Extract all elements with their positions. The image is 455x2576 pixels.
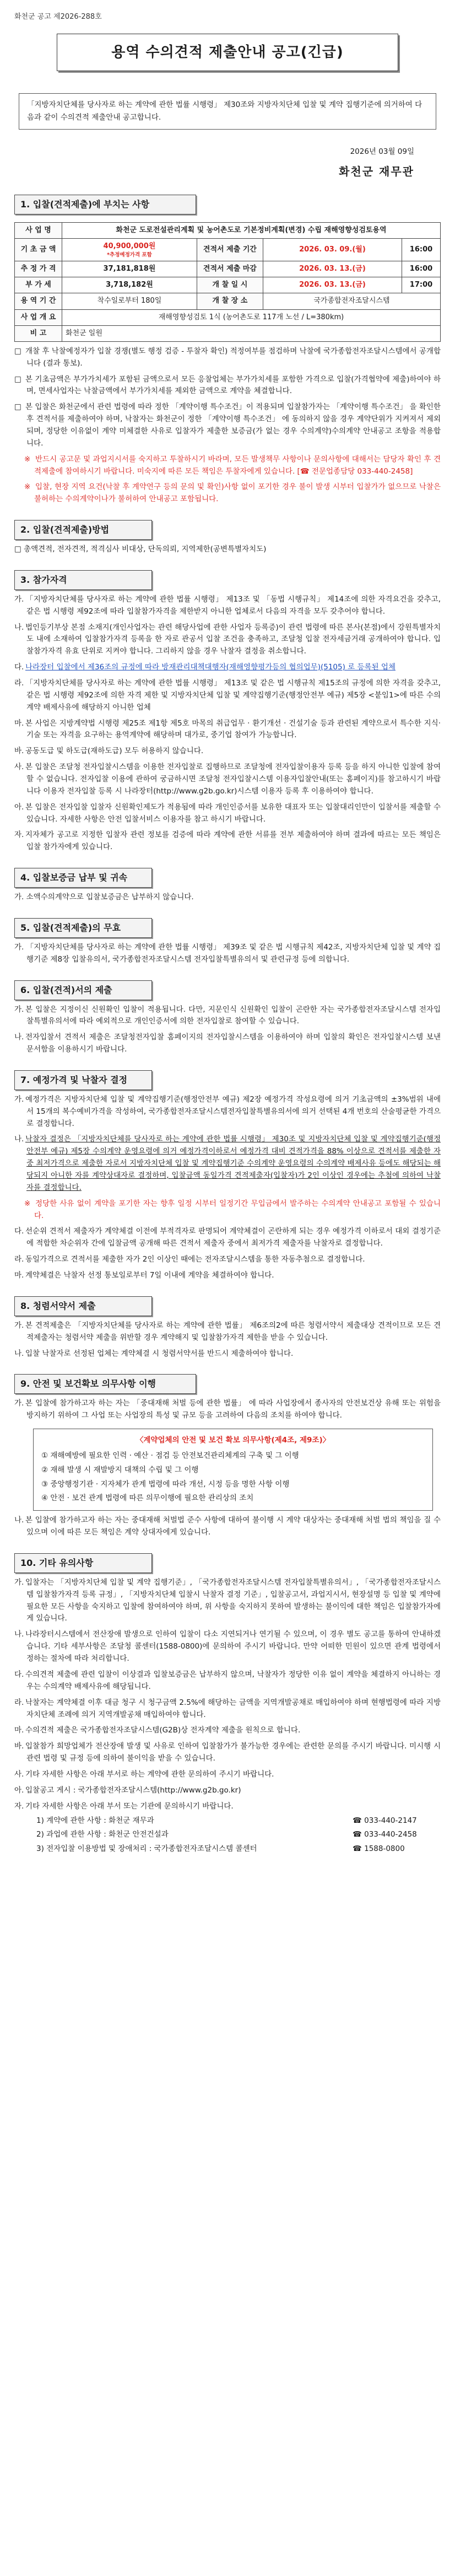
list-item: 가. 본 입찰은 지정이신 신원확인 입찰이 적용됩니다. 다만, 지문인식 신원확인 입찰이 곤란한 자는 국가종합전자조달시스템 전자입찰특별유의서에 따라 예외적으로 개인인증서에 의한 전자입찰로 참여할 수 있습니다. xyxy=(14,1005,441,1026)
list-item: 아. 입찰공고 게시 : 국가종합전자조달시스템(http://www.g2b.go.kr) xyxy=(14,1785,241,1795)
contact-phone: ☎ 1588-0800 xyxy=(353,1844,405,1854)
list-item: 가. 「지방자치단체를 당사자로 하는 계약에 관한 법률 시행령」 제39조 및 같은 법 시행규칙 제42조, 지방자치단체 입찰 및 계약 집행기준 제8장 입찰유의서, 국가종합전자조달시스템 전자입찰특별유의서 및 관련규정 등에 의합니다. xyxy=(14,942,441,964)
contact-department: 3) 전자입찰 이용방법 및 장애처리 : 국가종합전자조달시스템 콜센터 xyxy=(36,1844,257,1854)
label-submit-period: 견적서 제출 기간 xyxy=(197,239,263,261)
list-item: 마. 수의견적 제출은 국가종합전자조달시스템(G2B)상 전자계약 제출을 원칙으로 합니다. xyxy=(14,1726,301,1735)
warning-note: ※ 반드시 공고문 및 과업지시서를 숙지하고 투찰하시기 바라며, 모든 발생책무 사항이나 문의사항에 대해서는 담당자 확인 후 견적제출에 참여하시기 바랍니다. 미숙지에 따른 모든 책임은 투찰자에게 있습니다. [☎ 전문업종담당 033-440-2458] xyxy=(24,454,441,476)
list-item: 가. 본 견적제출은 「지방자치단체를 당사자로 하는 계약에 관한 법률」 제6조의2에 따른 청렴서약서 제출대상 견적이므로 모든 견적제출자는 청렴서약 제출을 위반할 경우 계약해지 및 입찰참가자격 제한을 받을 수 있습니다. xyxy=(14,1321,441,1342)
deadline-date: 2026. 03. 13.(금) xyxy=(263,261,402,277)
label-opening-time: 개 찰 일 시 xyxy=(197,277,263,293)
table-row xyxy=(15,277,441,293)
notice-title: 용역 수의견적 제출안내 공고(긴급) xyxy=(57,34,398,71)
label-overview: 사 업 개 요 xyxy=(15,309,62,325)
list-item: 가. 입찰자는 「지방자치단체 입찰 및 계약 집행기준」, 「국가종합전자조달시스템 전자입찰특별유의서」, 「국가종합전자조달시스템 입찰참가자격 등록 규정」, 「지방자치단체 입찰시 낙찰자 결정 기준」, 입찰공고서, 과업지시서, 현장설명 등 입찰 및 계약에 필요한 모든 사항을 숙지하고 입찰에 참여하여야 하며, 위 사항을 숙지하지 못하여 발생하는 불이익에 대한 책임은 입찰참가자에게 있습니다. xyxy=(14,1577,441,1623)
list-item: 나. 전자입찰서 견적서 제출은 조달청전자입찰 홈페이지의 전자입찰시스템을 이용하여야 하며 입찰의 확인은 전자입찰시스템 보낸 문서함을 이용하시기 바랍니다. xyxy=(14,1033,441,1054)
section-2-heading: 2. 입찰(견적제출)방법 xyxy=(14,520,152,540)
signature-block xyxy=(14,146,441,180)
base-amount-cell xyxy=(62,239,197,261)
deadline-time: 16:00 xyxy=(402,261,441,277)
opening-time: 17:00 xyxy=(402,277,441,293)
list-item: 나. 낙찰자 결정은 「지방자치단체를 당사자로 하는 계약에 관한 법률 시행령」 제30조 및 지방자치단체 입찰 및 계약집행기준(행정안전부 예규) 제5장 수의계약 운영요령에 의거 예정가격이하로서 예정가격 대비 견적가격을 88% 이상으로 견적서를 제출한 자 중 최저가격으로 제출한 자로서 지방자치단체 입찰 및 계약집행기준 수의계약 운영요령의 수의계약 배제사유 등에도 해당되는 해당되지 아니한 자를 계약상대자로 결정하며, 입찰금액 동일가격 견적제출자(입찰자)가 2인 이상인 경우에는 추첨에 의하여 낙찰자를 결정합니다. xyxy=(14,1135,441,1192)
table-row xyxy=(15,309,441,325)
list-item: 가. 소액수의계약으로 입찰보증금은 납부하지 않습니다. xyxy=(14,893,194,902)
list-item: 다. 나라장터 입찰에서 제36조의 규정에 따라 방재관리대책대행자(재해영향평가등의 협의업무)(5105) 로 등록된 업체 xyxy=(14,663,396,672)
label-base-amount: 기 초 금 액 xyxy=(15,239,62,261)
contact-row xyxy=(14,1829,441,1841)
base-amount: 40,900,000원 xyxy=(103,242,156,251)
list-item: 가. 본 입찰에 참가하고자 하는 자는 「중대재해 처벌 등에 관한 법률」 에 따라 사업장에서 종사자의 안전보건상 유해 또는 위험을 방지하기 위하여 그 사업 또는 사업장의 특성 및 규모 등을 고려하여 다음의 조치를 하여야 합니다. xyxy=(14,1399,441,1420)
list-item: 라. 「지방자치단체를 당사자로 하는 계약에 관한 법률 시행령」 제13조 및 같은 법 시행규칙 제15조의 규정에 의한 자격을 갖추고, 같은 법 시행령 제92조에 의한 자격 제한 및 지방자치단체 입찰 및 계약집행기준(행정안전부 예규) 제5장 <붙임1>에 따른 수의계약 배제사유에 해당하지 아니한 업체 xyxy=(14,679,441,712)
bid-info-table xyxy=(14,222,441,342)
list-item: 마. 본 사업은 지방계약법 시행령 제25조 제1항 제5호 마목의 취급업무 · 환기개선 · 건설기술 등과 관련된 계약으로서 특수한 지식·기술 또는 자격을 요구하는 용역계약에 해당하며 대가로, 중기업 참여가 가능합니다. xyxy=(14,718,441,740)
list-item: 나. 입찰 낙찰자로 선정된 업체는 계약체결 시 청렴서약서를 반드시 제출하여야 합니다. xyxy=(14,1349,294,1358)
label-project: 사 업 명 xyxy=(15,223,62,239)
contact-phone: ☎ 033-440-2147 xyxy=(353,1816,417,1825)
label-vat: 부 가 세 xyxy=(15,277,62,293)
list-item: 나. 법인등기부상 본점 소재지(개인사업자는 관련 해당사업에 관한 사업자 등록증)이 관련 법령에 따른 본사(본점)에서 강원특별자치도 내에 소재하여 입찰참가자격 등록을 한 자로 관공서 입찰 조건을 충족하고, 조달청 입찰 전자세금거래 공개하여야 합니다. 입찰참가자격 유효 단위로 지켜야 합니다. 그리하지 않을 경우 낙찰자 결정을 취소합니다. xyxy=(14,622,441,656)
warning-note: ※ 정당한 사유 없이 계약을 포기한 자는 향후 일정 시부터 일정기간 무입금에서 발주하는 수의계약 안내공고 포함될 수 있습니다. xyxy=(24,1199,441,1220)
contact-row xyxy=(14,1843,441,1855)
list-item: 다. 수의견적 제출에 관련 입찰이 이상결과 입찰보증금은 납부하지 않으며, 낙찰자가 정당한 이유 없이 계약을 체결하지 아니하는 경우는 수의계약 배제사유에 해당됩니다. xyxy=(14,1670,441,1691)
section-7-heading: 7. 예정가격 및 낙찰자 결정 xyxy=(14,1070,152,1090)
list-item: 사. 기타 자세한 사항은 아래 부서로 하는 계약에 관한 문의하여 주시기 바랍니다. xyxy=(14,1769,274,1779)
list-item: □ 개찰 후 낙찰예정자가 입찰 경쟁(별도 행정 검증 - 투찰자 확인) 적정여부를 점검하며 낙찰에 국가종합전자조달시스템에서 공개합니다 (결과 통보). xyxy=(14,346,441,368)
list-item: ④ 안전 · 보건 관계 법령에 따른 의무이행에 필요한 관리상의 조치 xyxy=(41,1494,254,1503)
section-1-heading: 1. 입찰(견적제출)에 부치는 사항 xyxy=(14,195,196,214)
table-row xyxy=(15,293,441,309)
table-row xyxy=(15,261,441,277)
safety-box-title: 〈계약업체의 안전 및 보건 확보 의무사항(제4조, 제9조)〉 xyxy=(136,1435,331,1445)
list-item: ① 재해예방에 필요한 인력 · 예산 · 점검 등 안전보건관리체계의 구축 및 그 이행 xyxy=(41,1451,299,1460)
submit-start-time: 16:00 xyxy=(402,239,441,261)
other-note: 화천군 일원 xyxy=(62,325,441,341)
service-period: 착수일로부터 180일 xyxy=(62,293,197,309)
list-item: □ 본 기초금액은 부가가치세가 포함된 금액으로서 모든 응찰업체는 부가가치세를 포함한 가격으로 입찰(가격협약에 제출)하여야 하며, 면세사업자는 낙찰금액에서 부가가치세를 제외한 금액으로 계약을 체결합니다. xyxy=(14,374,441,396)
section-8-heading: 8. 청렴서약서 제출 xyxy=(14,1296,152,1316)
label-service-period: 용 역 기 간 xyxy=(15,293,62,309)
opening-date: 2026. 03. 13.(금) xyxy=(263,277,402,293)
list-item: □ 총액견적, 전자견적, 적격심사 비대상, 단독의뢰, 지역제한(공변특별자치도) xyxy=(14,545,267,554)
intro-box: 「지방자치단체를 당사자로 하는 계약에 관한 법률 시행령」 제30조와 지방자치단체 입찰 및 계약 집행기준에 의거하여 다음과 같이 수의견적 제출안내 공고합니다. xyxy=(19,93,436,130)
vat-amount: 3,718,182원 xyxy=(62,277,197,293)
section-5-heading: 5. 입찰(견적제출)의 무효 xyxy=(14,918,152,938)
label-submit-deadline: 견적서 제출 마감 xyxy=(197,261,263,277)
label-other: 비 고 xyxy=(15,325,62,341)
list-item: 라. 동일가격으로 견적서를 제출한 자가 2인 이상인 때에는 전자조달시스템을 통한 자동추첨으로 결정합니다. xyxy=(14,1255,365,1264)
contact-department: 2) 과업에 관한 사항 : 화천군 안전건설과 xyxy=(36,1830,169,1839)
list-item: 사. 본 입찰은 조달청 전자입찰시스템을 이용한 전자입찰로 집행하므로 조달청에 전자입찰이용자 등록 등을 하지 아니한 입찰에 참여 할 수 없습니다. 전자입찰 이용에 관하여 궁금하시면 조달청 전자입찰시스템 이용자입찰안내(또는 홈페이지)를 참고하시기 바랍니다 이용자 전자입찰 등록 시 나라장터(http://www.g2b.go.kr)시스템 이용자 등록 후 이용하여야 합니다. xyxy=(14,763,441,796)
table-row xyxy=(15,325,441,341)
list-item: 자. 기타 자세한 사항은 아래 부서 또는 기관에 문의하시기 바랍니다. xyxy=(14,1801,234,1811)
opening-place: 국가종합전자조달시스템 xyxy=(263,293,440,309)
base-amount-note: *추정예정가격 포함 xyxy=(107,251,152,258)
document-number: 화천군 공고 제2026-288호 xyxy=(14,13,102,21)
estimated-price: 37,181,818원 xyxy=(62,261,197,277)
list-item: □ 본 입찰은 화천군에서 관련 법령에 따라 정한 「계약이행 특수조건」이 적용되며 입찰참가자는 「계약이행 특수조건」 을 확인한 후 견적서를 제출하여야 하며, 낙찰자는 화천군이 정한 「계약이행 특수조건」 에 동의하지 않을 경우 계약단위가 지켜져서 제외되며, 정당한 이유없이 계약 미체결한 사유로 입찰자가 제출한 보증금(가 없는 경우 수의계약)수의계약 안내공고 조항을 적용합니다. xyxy=(14,402,441,448)
list-item: 바. 공동도급 및 하도급(재하도급) 모두 허용하지 않습니다. xyxy=(14,747,204,756)
table-row xyxy=(15,239,441,261)
table-row xyxy=(15,223,441,239)
list-item: 라. 낙찰자는 계약체결 이후 대금 청구 시 청구금액 2.5%에 해당하는 금액을 지역개발공채로 매입하여야 하며 현행법령에 따라 지방자치단체 조례에 의거 지역개발공채 매입하여야 합니다. xyxy=(14,1698,441,1719)
list-item: 나. 나라장터시스템에서 전산장애 발생으로 인하여 입찰이 다소 지연되거나 연기될 수 있으며, 이 경우 별도 공고를 통하여 안내하겠습니다. 기타 세부사항은 조달청 콜센터(1588-0800)에 문의하여 주시기 바랍니다. 만약 어떠한 민원이 있으면 관계 법령에서 정하는 절차에 따라 처리합니다. xyxy=(14,1630,441,1663)
list-item: ② 재해 발생 시 재발방지 대책의 수립 및 그 이행 xyxy=(41,1465,199,1474)
contact-department: 1) 계약에 관한 사항 : 화천군 재무과 xyxy=(36,1816,154,1825)
issuing-organization: 화천군 재무관 xyxy=(339,164,414,178)
list-item: 아. 본 입찰은 전자입찰 입찰자 신원확인제도가 적용됨에 따라 개인인증서를 보유한 대표자 또는 입찰대리인만이 입찰서를 제출할 수 있습니다. 자세한 사항은 안전 입찰서비스 이용자를 참고 하시기 바랍니다. xyxy=(14,802,441,824)
list-item: ③ 중앙행정기관 · 지자체가 관계 법령에 따라 개선, 시정 등을 명한 사항 이행 xyxy=(41,1479,290,1489)
list-item: 가. 「지방자치단체를 당사자로 하는 계약에 관한 법률 시행령」 제13조 및 「동법 시행규칙」 제14조에 의한 자격요건을 갖추고, 같은 법 시행령 제92조에 따라 입찰참가자격을 제한받지 아니한 업체로서 다음의 자격을 모두 갖추어야 합니다. xyxy=(14,594,441,616)
list-item: 바. 입찰참가 희망업체가 전산장애 발생 및 사유로 인하여 입찰참가가 불가능한 경우에는 관련한 문의를 주시기 바랍니다. 미시행 시 관련 법령 및 규정 등에 의하여 불이익을 받을 수 있습니다. xyxy=(14,1742,441,1763)
safety-obligations-box xyxy=(33,1429,433,1511)
list-item: 나. 본 입찰에 참가하고자 하는 자는 중대재해 처벌법 준수 사항에 대하여 불이행 시 계약 대상자는 중대재해 처벌 법의 책임을 질 수 있으며 이에 따른 모든 책임은 계약 상대자에게 있습니다. xyxy=(14,1516,441,1537)
section-3-heading: 3. 참가자격 xyxy=(14,570,152,590)
notice-date: 2026년 03월 09일 xyxy=(350,147,414,157)
project-name: 화천군 도로전설관리계획 및 농어촌도로 기본정비계획(변경) 수립 재해영향성검토용역 xyxy=(62,223,441,239)
list-item: 마. 계약체결은 낙찰자 선정 통보일로부터 7일 이내에 계약을 체결하여야 합니다. xyxy=(14,1271,274,1280)
section-10-heading: 10. 기타 유의사항 xyxy=(14,1553,152,1573)
warning-note: ※ 입찰, 현장 지역 요건(낙찰 후 계약연구 등의 문의 및 확인)사항 없이 포기한 경우 불이 발생 시부터 입찰가가 없으므로 낙찰은 불허하는 수의계약이나가 불허하여 안내공고 포함됩니다. xyxy=(24,482,441,504)
section-9-heading: 9. 안전 및 보건확보 의무사항 이행 xyxy=(14,1374,196,1394)
contact-row xyxy=(14,1815,441,1827)
section-6-heading: 6. 입찰(견적)서의 제출 xyxy=(14,980,152,1000)
contact-phone: ☎ 033-440-2458 xyxy=(353,1830,417,1839)
submit-start-date: 2026. 03. 09.(월) xyxy=(263,239,402,261)
section-4-heading: 4. 입찰보증금 납부 및 귀속 xyxy=(14,868,152,888)
list-item: 가. 예정가격은 지방자치단체 입찰 및 계약집행기준(행정안전부 예규) 제2장 예정가격 작성요령에 의거 기초금액의 ±3%범위 내에서 15개의 복수예비가격을 작성하여, 국가종합전자조달시스템전자입찰특별유의서에 의거 선택된 4개 번호의 산술평균한 가격으로 결정합니다. xyxy=(14,1094,441,1128)
label-estimated-price: 추 정 가 격 xyxy=(15,261,62,277)
list-item: 자. 지자체가 공고로 지정한 입찰자 관련 정보를 검증에 따라 계약에 관한 서류를 전부 제출하여야 하며 결과에 따르는 모든 책임은 입찰 참가자에게 있습니다. xyxy=(14,830,441,852)
project-overview: 재해영향성검토 1식 (농어촌도로 117개 노선 / L=380km) xyxy=(62,309,441,325)
list-item: 다. 선순위 견적서 제출자가 계약체결 이전에 부적격자로 판명되어 계약체결이 곤란하게 되는 경우 예정가격 이하로서 대외 결정기준에 적합한 차순위자 간에 입찰금액 공개해 따른 견적서 제출자 중에서 최저가격 제출자를 낙찰자로 결정합니다. xyxy=(14,1227,441,1248)
label-opening-place: 개 찰 장 소 xyxy=(197,293,263,309)
